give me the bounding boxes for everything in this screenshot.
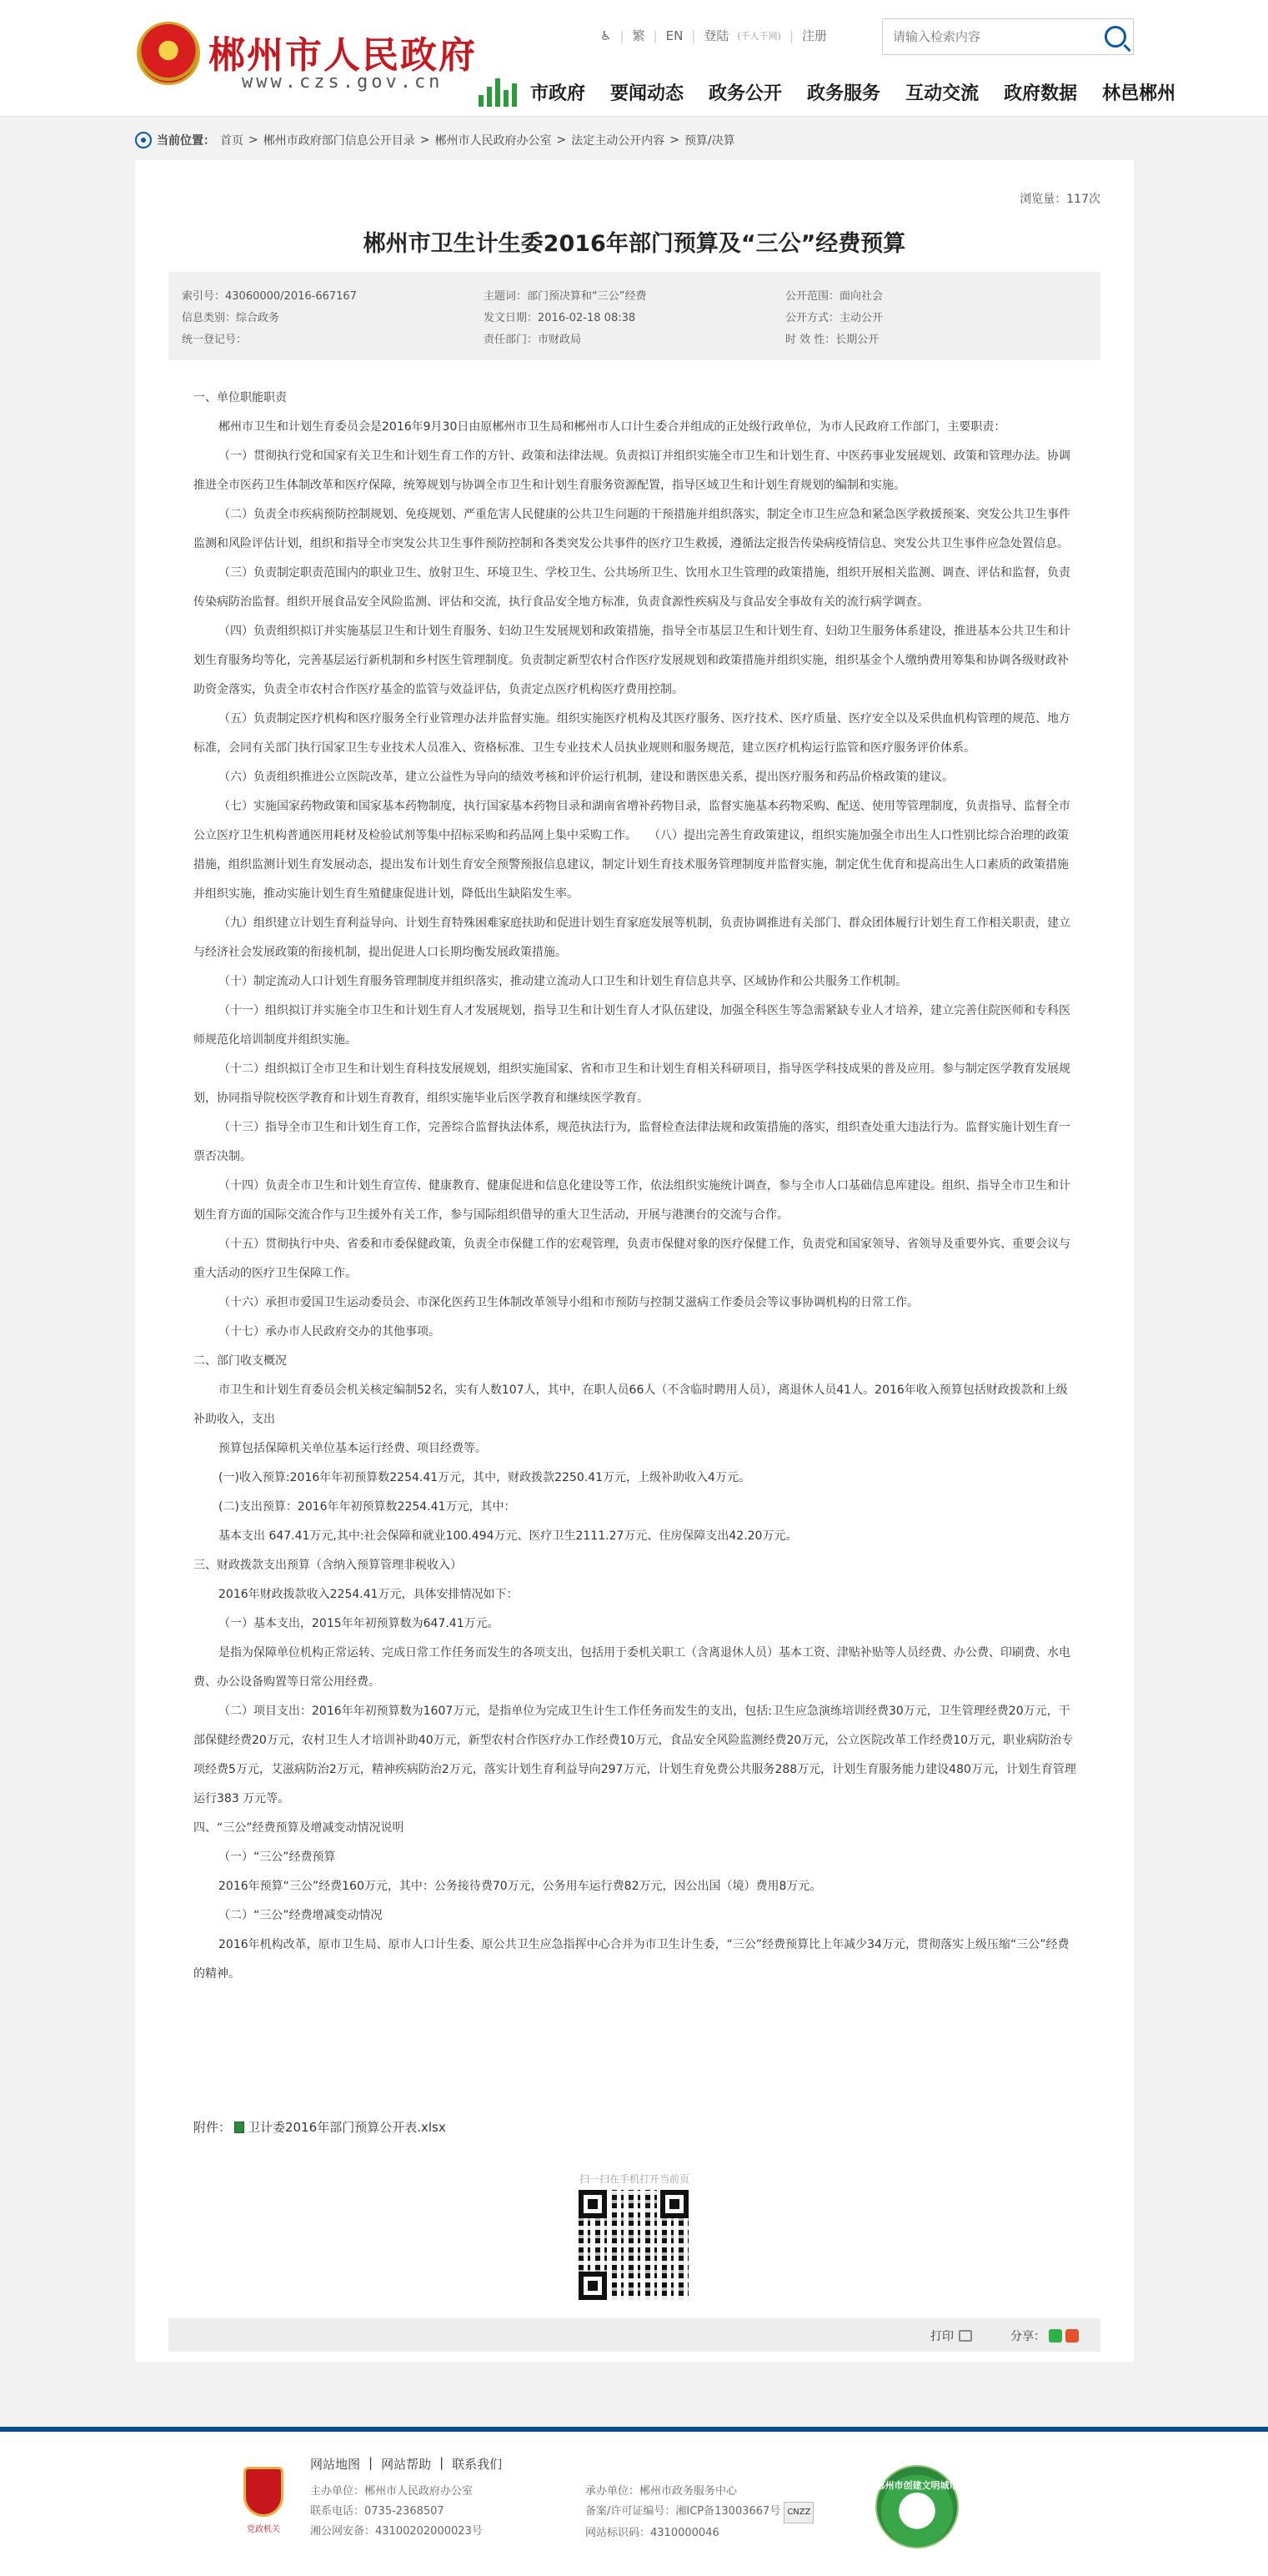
attachment-label: 附件： bbox=[193, 2120, 232, 2135]
breadcrumb-office[interactable]: 郴州市人民政府办公室 bbox=[434, 134, 552, 148]
breadcrumb bbox=[135, 132, 735, 148]
section-heading: 一、单位职能职责 bbox=[193, 391, 287, 404]
attachment bbox=[193, 2118, 446, 2136]
nav-item-city-government[interactable]: 市政府 bbox=[530, 83, 586, 104]
attachment-link[interactable]: 卫计委2016年部门预算公开表.xlsx bbox=[248, 2120, 446, 2135]
meta-validity: 时 效 性：长期公开 bbox=[785, 333, 880, 346]
article-meta bbox=[168, 272, 1100, 360]
nav-item-news[interactable]: 要闻动态 bbox=[610, 83, 684, 104]
section-heading: 三、财政拨款支出预算（含纳入预算管理非税收入） bbox=[193, 1559, 462, 1572]
paragraph: (二)支出预算：2016年年初预算数2254.41万元，其中： bbox=[218, 1500, 516, 1514]
breadcrumb-separator: > bbox=[248, 133, 258, 147]
paragraph: （十一）组织拟订并实施全市卫生和计划生育人才发展规划，指导卫生和计划生育人才队伍建设，加强全科医生等急需紧缺专业人才培养，建立完善住院医师和专科医师规范化培训制度并组织实施。 bbox=[193, 1004, 1070, 1047]
paragraph: （一）“三公”经费预算 bbox=[218, 1850, 336, 1864]
section-heading: 二、部门收支概况 bbox=[193, 1354, 287, 1368]
article-container bbox=[135, 160, 1134, 2362]
footer-icp-text[interactable]: 备案/许可证编号：湘ICP备13003667号 bbox=[585, 2505, 781, 2518]
wechat-share-icon[interactable] bbox=[1049, 2329, 1062, 2343]
footer-links bbox=[310, 2455, 502, 2473]
paragraph: 预算包括保障机关单位基本运行经费、项目经费等。 bbox=[218, 1442, 487, 1455]
search-input[interactable] bbox=[883, 19, 1091, 54]
top-links bbox=[600, 27, 827, 44]
share-group bbox=[1010, 2327, 1079, 2344]
login-link[interactable]: 登陆 bbox=[704, 28, 729, 43]
article-toolbar bbox=[168, 2318, 1100, 2352]
footer-organizer: 承办单位：郴州市政务服务中心 bbox=[585, 2485, 738, 2498]
divider: | bbox=[619, 28, 624, 43]
divider: | bbox=[653, 28, 658, 43]
paragraph: (一)收入预算:2016年年初预算数2254.41万元，其中，财政拨款2250.41万元，上级补助收入4万元。 bbox=[218, 1471, 750, 1484]
paragraph: （七）实施国家药物政策和国家基本药物制度，执行国家基本药物目录和湖南省增补药物目录，监督实施基本药物采购、配送、使用等管理制度，负责指导、监督全市公立医疗卫生机构普通医用耗材及检验试剂等集中招标采购和药品网上集中采购工作。 （八）提出完善生育政策建议，组织实施加强全市出生人口性别比综合治理的政策措施，组织监测计划生育发展动态，提出发布计划生育安全预警预报信息建议，制定计划生育技术服务管理制度并监督实施，制定优生优育和提高出生人口素质的政策措施并组织实施，推动实施计划生育生殖健康促进计划，降低出生缺陷发生率。 bbox=[193, 800, 1070, 901]
paragraph: （二）“三公”经费增减变动情况 bbox=[218, 1909, 383, 1922]
paragraph: 2016年预算“三公”经费160万元，其中：公务接待费70万元，公务用车运行费82万元，因公出国（境）费用8万元。 bbox=[218, 1880, 822, 1893]
search-icon[interactable] bbox=[1105, 26, 1126, 48]
paragraph: （三）负责制定职责范围内的职业卫生、放射卫生、环境卫生、学校卫生、公共场所卫生、饮用水卫生管理的政策措施，组织开展相关监测、调查、评估和监督，负责传染病防治监督。组织开展食品安全风险监测、评估和交流，执行食品安全地方标准，负责食源性疾病及与食品安全事故有关的流行病学调查。 bbox=[193, 566, 1070, 609]
paragraph: （十）制定流动人口计划生育服务管理制度并组织落实，推动建立流动人口卫生和计划生育信息共享、区域协作和公共服务工作机制。 bbox=[218, 975, 907, 988]
civilized-city-logo-text: 郴州市创建文明城市 bbox=[875, 2480, 959, 2491]
paragraph: （一）基本支出，2015年年初预算数为647.41万元。 bbox=[218, 1617, 499, 1630]
paragraph: （十四）负责全市卫生和计划生育宣传、健康教育、健康促进和信息化建设等工作，依法组织实施统计调查，参与全市人口基础信息库建设。组织、指导全市卫生和计划生育方面的国际交流合作与卫生援外有关工作，参与国际组织借导的重大卫生活动，开展与港澳台的交流与合作。 bbox=[193, 1179, 1070, 1222]
view-count: 浏览量：117次 bbox=[1020, 193, 1100, 206]
paragraph: （四）负责组织拟订并实施基层卫生和计划生育服务、妇幼卫生发展规划和政策措施，指导全市基层卫生和计划生育、妇幼卫生服务体系建设，推进基本公共卫生和计划生育服务均等化，完善基层运行新机制和乡村医生管理制度。负责制定新型农村合作医疗发展规划和政策措施并组织实施，组织基金个人缴纳费用筹集和协调各级财政补助资金落实，负责全市农村合作医疗基金的监管与效益评估，负责定点医疗机构医疗费用控制。 bbox=[193, 625, 1070, 696]
paragraph: （六）负责组织推进公立医院改革，建立公益性为导向的绩效考核和评价运行机制，建设和谐医患关系，提出医疗服务和药品价格政策的建议。 bbox=[218, 771, 954, 784]
meta-method: 公开方式：主动公开 bbox=[785, 311, 884, 324]
paragraph: 是指为保障单位机构正常运转、完成日常工作任务而发生的各项支出，包括用于委机关职工（含离退休人员）基本工资、津贴补贴等人员经费、办公费、印刷费、水电费、办公设备购置等日常公用经费。 bbox=[193, 1646, 1070, 1689]
site-header bbox=[0, 0, 1268, 117]
paragraph: （十七）承办市人民政府交办的其他事项。 bbox=[218, 1325, 440, 1338]
contact-link[interactable]: 联系我们 bbox=[452, 2457, 503, 2472]
breadcrumb-budget[interactable]: 预算/决算 bbox=[684, 134, 735, 148]
breadcrumb-separator: > bbox=[669, 133, 679, 147]
accessibility-icon[interactable]: ♿ bbox=[600, 28, 612, 43]
paragraph: 2016年财政拨款收入2254.41万元，具体安排情况如下： bbox=[218, 1588, 519, 1601]
divider: | bbox=[368, 2455, 373, 2470]
footer-icp bbox=[585, 2502, 814, 2523]
nav-item-data[interactable]: 政府数据 bbox=[1004, 83, 1078, 104]
footer-police[interactable]: 湘公网安备：43100202000023号 bbox=[310, 2525, 483, 2538]
cnzz-stats-icon[interactable]: CNZZ bbox=[784, 2502, 814, 2523]
search-box bbox=[882, 18, 1134, 55]
paragraph: 2016年机构改革，原市卫生局、原市人口计生委、原公共卫生应急指挥中心合并为市卫生计生委，“三公”经费预算比上年减少34万元，贯彻落实上级压缩“三公”经费的精神。 bbox=[193, 1938, 1070, 1981]
paragraph: 郴州市卫生和计划生育委员会是2016年9月30日由原郴州市卫生局和郴州市人口计生委合并组成的正处级行政单位，为市人民政府工作部门，主要职责： bbox=[218, 420, 1006, 434]
divider: | bbox=[789, 28, 794, 43]
share-label: 分享： bbox=[1010, 2330, 1045, 2343]
paragraph: （二）负责全市疾病预防控制规划、免疫规划、严重危害人民健康的公共卫生问题的干预措施并组织落实，制定全市卫生应急和紧急医学救援预案、突发公共卫生事件监测和风险评估计划，组织和指导全市突发公共卫生事件预防控制和各类突发公共事件的医疗卫生救援，遵循法定报告传染病疫情信息、突发公共卫生事件应急处置信息。 bbox=[193, 508, 1070, 550]
paragraph: （十二）组织拟订全市卫生和计划生育科技发展规划，组织实施国家、省和市卫生和计划生育相关科研项目，指导医学科技成果的普及应用。参与制定医学教育发展规划，协同指导院校医学教育和计划生育教育，组织实施毕业后医学教育和继续医学教育。 bbox=[193, 1062, 1070, 1105]
printer-icon bbox=[959, 2330, 972, 2342]
paragraph: （二）项目支出：2016年年初预算数为1607万元，是指单位为完成卫生计生工作任务而发生的支出，包括:卫生应急演练培训经费30万元，卫生管理经费20万元，干部保健经费20万元，农村卫生人才培训补助40万元，新型农村合作医疗办工作经费10万元，食品安全风险监测经费20万元，公立医院改革工作经费10万元，职业病防治专项经费5万元，艾滋病防治2万元，精神疾病防治2万元，落实计划生育利益导向297万元，计划生育免费公共服务288万元，计划生育服务能力建设480万元，计划生育管理运行383 万元等。 bbox=[193, 1705, 1076, 1805]
meta-code: 统一登记号： bbox=[182, 333, 248, 346]
paragraph: 市卫生和计划生育委员会机关核定编制52名，实有人数107人，其中，在职人员66人（不含临时聘用人员），离退休人员41人。2016年收入预算包括财政拨款和上级补助收入，支出 bbox=[193, 1383, 1068, 1426]
footer-info-left bbox=[310, 2482, 483, 2542]
login-hint: (千人千网) bbox=[737, 30, 781, 42]
register-link[interactable]: 注册 bbox=[802, 28, 828, 43]
footer-info-right bbox=[585, 2482, 814, 2543]
national-emblem-icon bbox=[137, 22, 200, 85]
nav-item-interaction[interactable]: 互动交流 bbox=[905, 83, 980, 104]
section-heading: 四、“三公”经费预算及增减变动情况说明 bbox=[193, 1821, 404, 1835]
meta-date: 发文日期：2016-02-18 08:38 bbox=[484, 311, 636, 324]
nav-decoration-icon bbox=[475, 77, 519, 107]
excel-file-icon bbox=[234, 2122, 244, 2133]
meta-category: 信息类别：综合政务 bbox=[182, 311, 280, 324]
traditional-chinese-link[interactable]: 繁 bbox=[632, 28, 645, 43]
footer-site-code: 网站标识码：4310000046 bbox=[585, 2527, 719, 2539]
sitemap-link[interactable]: 网站地图 bbox=[310, 2457, 361, 2472]
footer-host: 主办单位：郴州市人民政府办公室 bbox=[310, 2485, 474, 2498]
site-footer bbox=[0, 2427, 1268, 2576]
paragraph: （五）负责制定医疗机构和医疗服务全行业管理办法并监督实施。组织实施医疗机构及其医疗服务、医疗技术、医疗质量、医疗安全以及采供血机构管理的规范、地方标准，会同有关部门执行国家卫生专业技术人员准入、资格标准、卫生专业技术人员执业规则和服务规范，建立医疗机构运行监管和医疗服务评价体系。 bbox=[193, 712, 1070, 755]
gov-badge-icon[interactable] bbox=[243, 2467, 283, 2517]
page-title: 郴州市卫生计生委2016年部门预算及“三公”经费预算 bbox=[363, 231, 906, 257]
divider: | bbox=[439, 2455, 444, 2470]
nav-item-services[interactable]: 政务服务 bbox=[807, 83, 881, 104]
print-label: 打印 bbox=[930, 2330, 954, 2343]
site-domain: www.czs.gov.cn bbox=[242, 72, 444, 93]
paragraph: （十六）承担市爱国卫生运动委员会、市深化医药卫生体制改革领导小组和市预防与控制艾滋病工作委员会等议事协调机构的日常工作。 bbox=[218, 1296, 919, 1309]
breadcrumb-label: 当前位置： bbox=[157, 134, 215, 148]
help-link[interactable]: 网站帮助 bbox=[381, 2457, 432, 2472]
paragraph: （十五）贯彻执行中央、省委和市委保健政策，负责全市保健工作的宏观管理，负责市保健对象的医疗保健工作，负责党和国家领导、省领导及重要外宾、重要会议与重大活动的医疗卫生保障工作。 bbox=[193, 1238, 1070, 1280]
paragraph: （十三）指导全市卫生和计划生育工作，完善综合监督执法体系，规范执法行为，监督检查法律法规和政策措施的落实，组织查处重大违法行为。监督实施计划生育一票否决制。 bbox=[193, 1121, 1070, 1163]
civilized-city-logo bbox=[875, 2465, 959, 2548]
meta-index: 索引号：43060000/2016-667167 bbox=[182, 289, 357, 303]
nav-item-government-affairs[interactable]: 政务公开 bbox=[709, 83, 783, 104]
english-link[interactable]: EN bbox=[665, 28, 684, 43]
article-body bbox=[193, 384, 1077, 1989]
paragraph: （九）组织建立计划生育利益导向、计划生育特殊困难家庭扶助和促进计划生育家庭发展等机制，负责协调推进有关部门、群众团体履行计划生育工作相关职责，建立与经济社会发展政策的衔接机制，提出促进人口长期均衡发展政策措施。 bbox=[193, 916, 1070, 959]
meta-dept: 责任部门：市财政局 bbox=[484, 333, 582, 346]
gov-badge-label: 党政机关 bbox=[247, 2525, 280, 2534]
breadcrumb-catalog[interactable]: 郴州市政府部门信息公开目录 bbox=[263, 134, 415, 148]
meta-scope: 公开范围：面向社会 bbox=[785, 289, 884, 303]
main-nav bbox=[475, 77, 1175, 107]
location-icon bbox=[135, 132, 152, 148]
paragraph: 基本支出 647.41万元,其中:社会保障和就业100.494万元、医疗卫生2111.27万元、住房保障支出42.20万元。 bbox=[218, 1529, 798, 1543]
divider: | bbox=[691, 28, 696, 43]
meta-topic: 主题词：部门预决算和“三公”经费 bbox=[484, 289, 647, 303]
breadcrumb-home[interactable]: 首页 bbox=[220, 134, 243, 148]
site-title[interactable]: 郴州市人民政府 bbox=[208, 34, 477, 77]
nav-item-linyi-chenzhou[interactable]: 林邑郴州 bbox=[1102, 83, 1176, 104]
breadcrumb-separator: > bbox=[556, 133, 567, 147]
breadcrumb-separator: > bbox=[419, 133, 430, 147]
print-button[interactable] bbox=[930, 2327, 972, 2344]
qr-code bbox=[579, 2190, 689, 2300]
paragraph: （一）贯彻执行党和国家有关卫生和计划生育工作的方针、政策和法律法规。负责拟订并组织实施全市卫生和计划生育、中医药事业发展规划、政策和管理办法。协调推进全市医药卫生体制改革和医疗保障，统筹规划与协调全市卫生和计划生育服务资源配置，指导区域卫生和计划生育规划的编制和实施。 bbox=[193, 449, 1070, 492]
footer-phone: 联系电话：0735-2368507 bbox=[310, 2505, 444, 2518]
weibo-share-icon[interactable] bbox=[1065, 2329, 1079, 2343]
qr-label: 扫一扫在手机打开当前页 bbox=[579, 2173, 689, 2185]
breadcrumb-content[interactable]: 法定主动公开内容 bbox=[571, 134, 665, 148]
